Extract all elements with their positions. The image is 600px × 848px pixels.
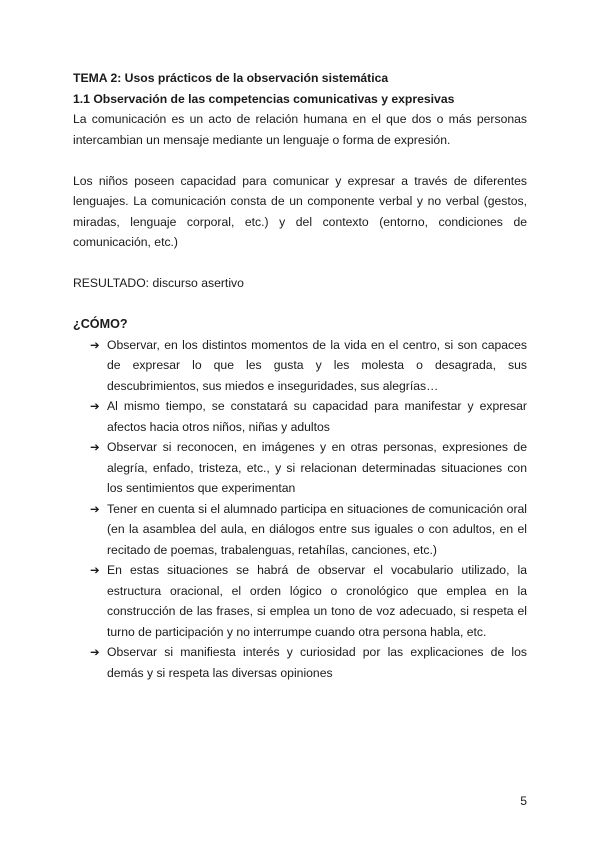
- arrow-right-icon: ➔: [90, 645, 100, 659]
- section-subtitle: 1.1 Observación de las competencias comunicativas y expresivas: [73, 91, 455, 106]
- list-item: [73, 642, 527, 683]
- list-item: [73, 335, 527, 397]
- document-page: [73, 68, 527, 683]
- spacer: [73, 150, 527, 171]
- paragraph-languages: Los niños poseen capacidad para comunicar y expresar a través de diferentes lenguajes. La comunicación consta de un componente verbal y no verbal (gestos, miradas, lenguaje corporal, etc.) y del contexto (entorno, condiciones de comunicación, etc.): [73, 173, 527, 249]
- spacer: [73, 294, 527, 315]
- list-item: [73, 560, 527, 642]
- list-item: [73, 499, 527, 561]
- list-item: [73, 396, 527, 437]
- arrow-right-icon: ➔: [90, 501, 100, 516]
- list-item-text: Tener en cuenta si el alumnado participa en situaciones de comunicación oral (en la asamblea del aula, en diálogos entre sus iguales o con adultos, en el recitado de poemas, trabalenguas, retahílas, canciones, etc.): [107, 501, 527, 557]
- list-item-text: En estas situaciones se habrá de observar el vocabulario utilizado, la estructura oracional, el orden lógico o cronológico que emplea en la construcción de las frases, si emplea un tono de voz adecuado, si respeta el turno de participación y no interrumpe cuando otra persona habla, etc.: [107, 563, 527, 639]
- how-heading: ¿CÓMO?: [73, 317, 128, 331]
- arrow-right-icon: ➔: [90, 440, 100, 454]
- document-title: TEMA 2: Usos prácticos de la observación sistemática: [73, 71, 389, 85]
- list-item-text: Observar si manifiesta interés y curiosidad por las explicaciones de los demás y si respeta las diversas opiniones: [107, 645, 527, 680]
- paragraph-intro: La comunicación es un acto de relación humana en el que dos o más personas intercambian un mensaje mediante un lenguaje o forma de expresión.: [73, 112, 527, 147]
- list-item-text: Observar, en los distintos momentos de la vida en el centro, si son capaces de expresar lo que les gusta y les molesta o desagrada, sus descubrimientos, sus miedos e inseguridades, sus alegrías…: [107, 337, 527, 393]
- arrow-right-icon: ➔: [90, 563, 100, 577]
- bullet-list: [73, 335, 527, 684]
- page-number: 5: [520, 794, 527, 808]
- list-item-text: Al mismo tiempo, se constatará su capacidad para manifestar y expresar afectos hacia otros niños, niñas y adultos: [107, 399, 527, 434]
- paragraph-result: RESULTADO: discurso asertivo: [73, 276, 244, 290]
- list-item-text: Observar si reconocen, en imágenes y en otras personas, expresiones de alegría, enfado, tristeza, etc., y si relacionan determinadas situaciones con los sentimientos que experimentan: [107, 440, 527, 495]
- arrow-right-icon: ➔: [90, 337, 100, 352]
- list-item: [73, 437, 527, 499]
- spacer: [73, 253, 527, 274]
- arrow-right-icon: ➔: [90, 399, 100, 413]
